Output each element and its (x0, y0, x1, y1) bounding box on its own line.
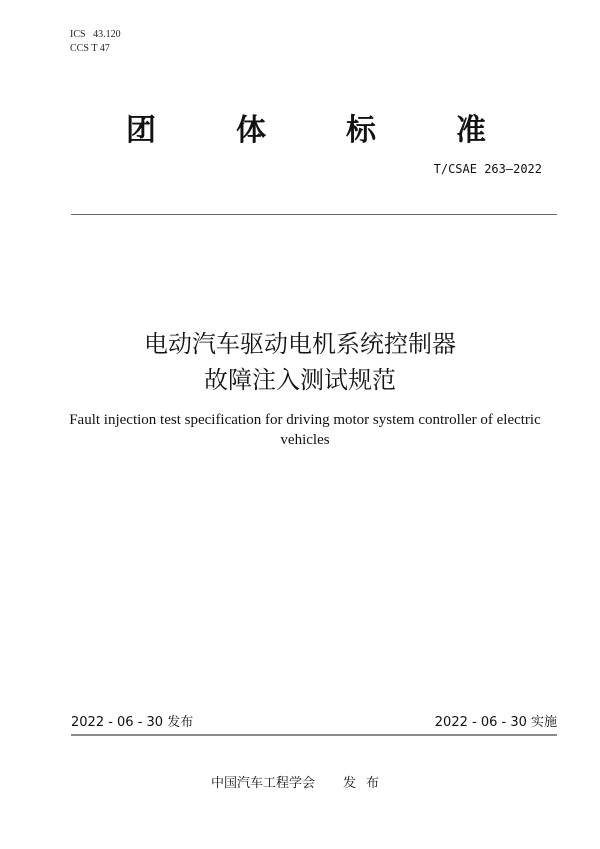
kind-char-4: 准 (456, 113, 486, 148)
ics-row (70, 28, 121, 42)
ics-label: ICS (70, 29, 86, 40)
kind-char-3: 标 (346, 113, 376, 148)
english-title: Fault injection test specification for driving motor system controller of electric vehicles (69, 412, 541, 448)
ccs-label: CCS (70, 43, 89, 54)
kind-char-1: 团 (126, 113, 156, 148)
kind-char-2: 体 (236, 113, 266, 148)
implementation-date: 2022 - 06 - 30 实施 (434, 715, 557, 730)
footer-divider (71, 734, 557, 736)
chinese-title (0, 326, 600, 398)
publisher-action: 发布 (343, 776, 390, 791)
classification-codes (70, 28, 121, 56)
chinese-title-line-1: 电动汽车驱动电机系统控制器 (144, 330, 456, 358)
header-divider (71, 214, 557, 215)
ics-code: 43.120 (93, 29, 121, 40)
standard-number: T/CSAE 263—2022 (433, 162, 542, 176)
standard-kind-heading (0, 113, 600, 149)
ccs-row (70, 42, 121, 56)
ccs-code: T 47 (91, 43, 110, 54)
chinese-title-line-2: 故障注入测试规范 (204, 366, 396, 394)
publisher-line (0, 775, 600, 793)
issue-date: 2022 - 06 - 30 发布 (71, 715, 194, 730)
publisher-organization: 中国汽车工程学会 (210, 776, 315, 791)
